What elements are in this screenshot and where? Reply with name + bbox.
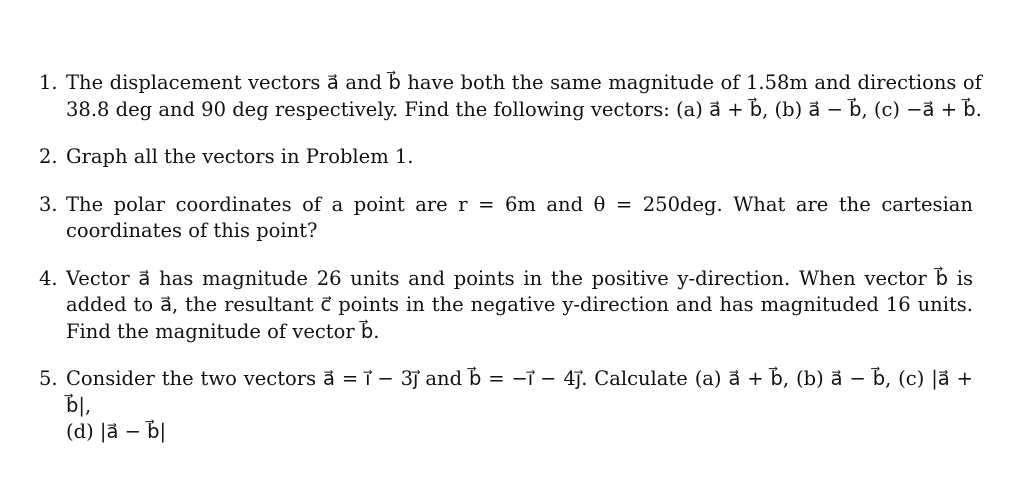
problem-line: Find the magnitude of vector b⃗. <box>66 319 380 343</box>
problem-number: 1. <box>39 71 58 94</box>
problem-text <box>66 144 973 171</box>
problem-number: 5. <box>39 367 58 390</box>
problem-line: The polar coordinates of a point are r = 6m and θ = 250deg. What are the cartesian <box>66 192 973 216</box>
problem-2 <box>39 144 973 171</box>
problem-1 <box>39 70 982 123</box>
problem-line: Vector a⃗ has magnitude 26 units and points in the positive y-direction. When vector b⃗ is <box>66 266 973 290</box>
problem-number: 3. <box>39 192 58 216</box>
problem-text <box>66 266 973 346</box>
problem-list <box>39 70 982 446</box>
problem-3 <box>39 192 973 245</box>
problem-line: 38.8 deg and 90 deg respectively. Find the following vectors: (a) a⃗ + b⃗, (b) a⃗ − b⃗, (c) −a⃗ + b⃗. <box>66 97 982 121</box>
problem-line: Consider the two vectors a⃗ = i⃗ − 3j⃗ and b⃗ = −i⃗ − 4j⃗. Calculate (a) a⃗ + b⃗, (b) a⃗ − b⃗, (c) |a⃗ + b⃗|, <box>66 367 973 417</box>
problem-5 <box>39 366 973 446</box>
problem-number: 4. <box>39 266 58 290</box>
problem-line: Graph all the vectors in Problem 1. <box>66 145 414 168</box>
problem-text <box>66 192 973 245</box>
problem-text <box>66 70 982 123</box>
problem-line: coordinates of this point? <box>66 219 318 242</box>
problem-line: added to a⃗, the resultant c⃗ points in the negative y-direction and has magnituded 16 units. <box>66 293 973 316</box>
problem-4 <box>39 266 973 346</box>
problem-number: 2. <box>39 145 58 168</box>
problem-line: (d) |a⃗ − b⃗| <box>66 420 167 443</box>
problem-line: The displacement vectors a⃗ and b⃗ have both the same magnitude of 1.58m and directions of <box>66 71 982 94</box>
problem-text <box>66 366 973 446</box>
